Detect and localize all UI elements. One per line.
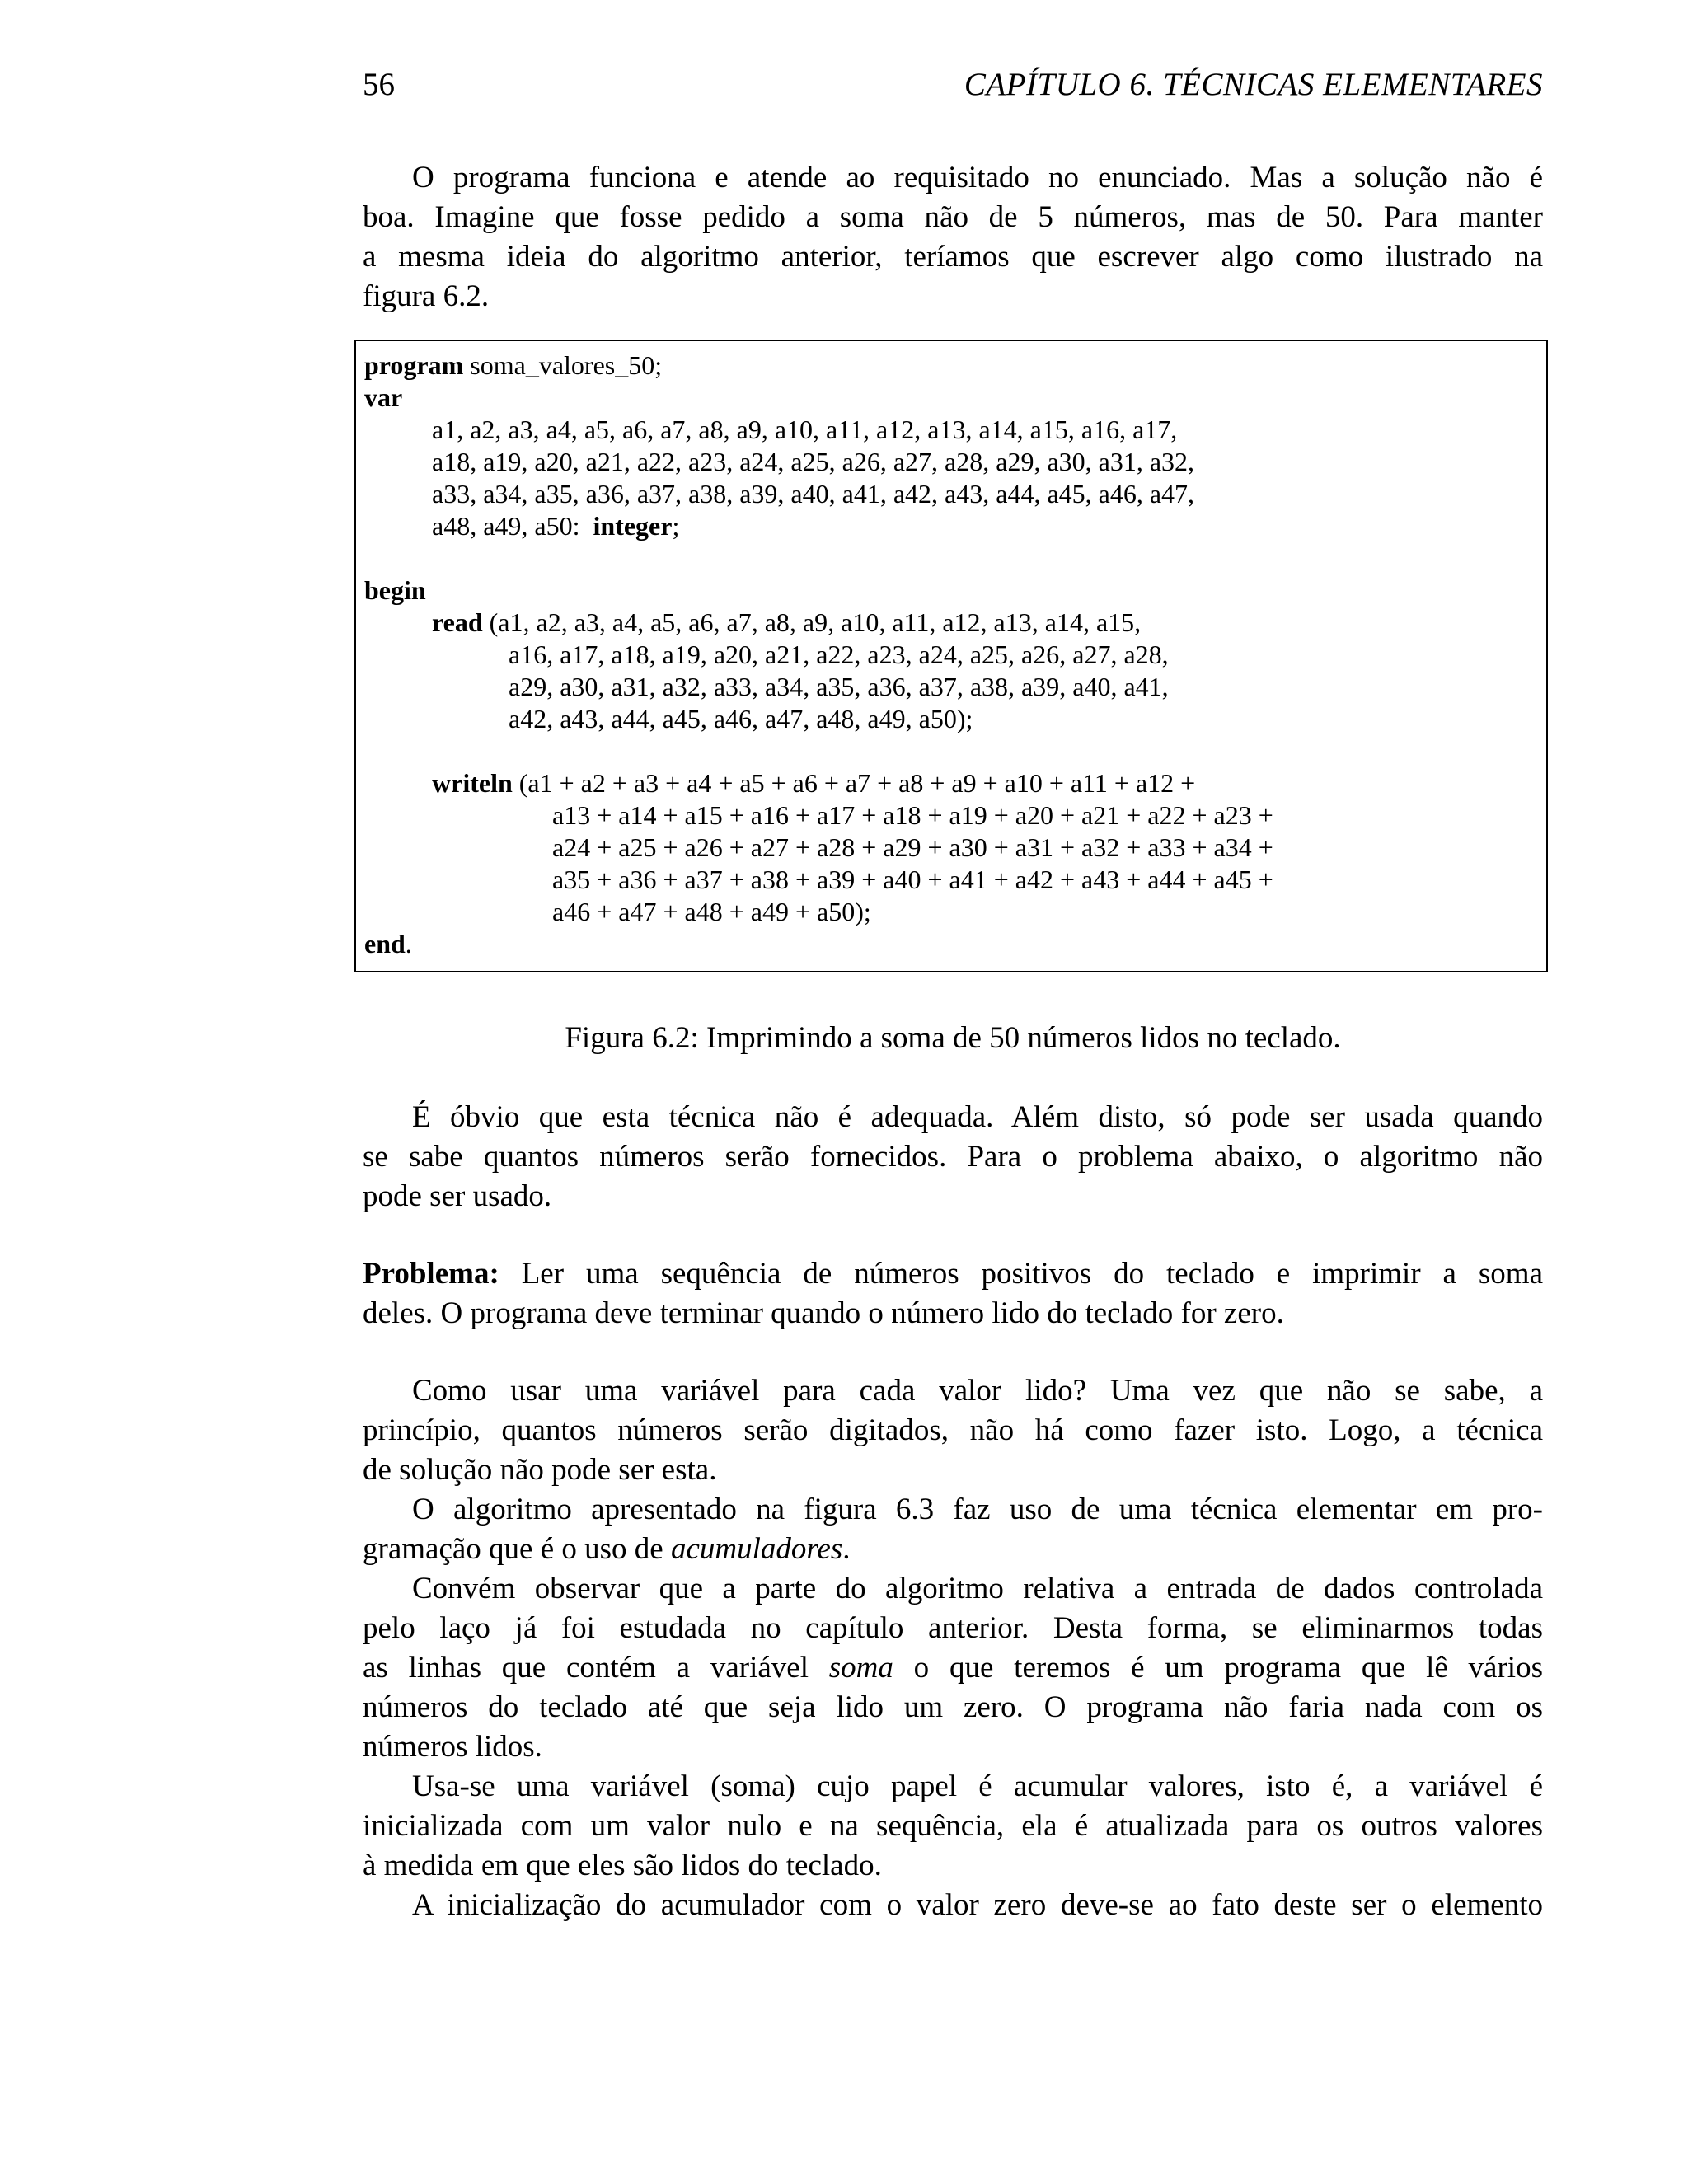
- code-line-writeln-cont: a24 + a25 + a26 + a27 + a28 + a29 + a30 + a31 + a32 + a33 + a34 +: [552, 832, 1273, 862]
- text-line: pode ser usado.: [363, 1179, 552, 1213]
- text-line: de solução não pode ser esta.: [363, 1453, 717, 1487]
- text-line: A inicialização do acumulador com o valor zero deve-se ao fato deste ser o elemento: [412, 1888, 1543, 1922]
- text-line: deles. O programa deve terminar quando o número lido do teclado for zero.: [363, 1296, 1284, 1330]
- text-segment: as linhas que contém a variável: [363, 1651, 829, 1685]
- code-line-read-cont: a29, a30, a31, a32, a33, a34, a35, a36, a37, a38, a39, a40, a41,: [509, 672, 1169, 701]
- paragraph-intro: [363, 158, 1543, 316]
- text-line: O programa funciona e atende ao requisitado no enunciado. Mas a solução não é: [412, 161, 1543, 194]
- text-segment: .: [842, 1532, 851, 1566]
- problem-text: Ler uma sequência de números positivos do teclado e imprimir a soma: [499, 1257, 1543, 1291]
- text-line: Usa-se uma variável (soma) cujo papel é acumular valores, isto é, a variável é: [412, 1769, 1543, 1803]
- keyword-program: program: [364, 350, 464, 380]
- program-name: soma_valores_50;: [463, 350, 663, 380]
- page-number: 56: [363, 67, 395, 102]
- keyword-end: end: [364, 929, 406, 958]
- end-suffix: .: [405, 929, 412, 958]
- page-header: [363, 66, 1543, 107]
- read-args: (a1, a2, a3, a4, a5, a6, a7, a8, a9, a10, a11, a12, a13, a14, a15,: [482, 607, 1142, 637]
- text-line: princípio, quantos números serão digitados, não há como fazer isto. Logo, a técnica: [363, 1413, 1543, 1447]
- code-figure: [354, 340, 1548, 972]
- code-line-var-list: a33, a34, a35, a36, a37, a38, a39, a40, a41, a42, a43, a44, a45, a46, a47,: [432, 479, 1195, 509]
- text-line: figura 6.2.: [363, 279, 490, 313]
- code-line-begin: [364, 574, 426, 607]
- text-line: números do teclado até que seja lido um zero. O programa não faria nada com os: [363, 1690, 1543, 1724]
- paragraph-observe: [363, 1569, 1543, 1767]
- text-segment: gramação que é o uso de: [363, 1532, 671, 1566]
- code-line-writeln-cont: a35 + a36 + a37 + a38 + a39 + a40 + a41 + a42 + a43 + a44 + a45 +: [552, 865, 1273, 894]
- problem-statement: [363, 1254, 1543, 1333]
- code-line-program: [364, 349, 662, 382]
- writeln-args: (a1 + a2 + a3 + a4 + a5 + a6 + a7 + a8 + a9 + a10 + a11 + a12 +: [512, 768, 1196, 798]
- keyword-integer: integer: [593, 511, 673, 541]
- code-line-var-list: a18, a19, a20, a21, a22, a23, a24, a25, a26, a27, a28, a29, a30, a31, a32,: [432, 447, 1195, 476]
- problem-label: Problema:: [363, 1257, 499, 1291]
- paragraph-obvious: [363, 1098, 1543, 1216]
- code-line-var: [364, 382, 402, 414]
- text-line: inicializada com um valor nulo e na sequência, ela é atualizada para os outros valores: [363, 1809, 1543, 1843]
- keyword-begin: begin: [364, 575, 426, 605]
- text-line: É óbvio que esta técnica não é adequada. Além disto, só pode ser usada quando: [412, 1100, 1543, 1134]
- text-line: boa. Imagine que fosse pedido a soma não de 5 números, mas de 50. Para manter: [363, 200, 1543, 234]
- keyword-read: read: [432, 607, 483, 637]
- var-last-text: a48, a49, a50:: [432, 511, 593, 541]
- chapter-title: CAPÍTULO 6. TÉCNICAS ELEMENTARES: [964, 67, 1543, 102]
- var-last-suffix: ;: [672, 511, 680, 541]
- code-line-read: [432, 607, 1141, 639]
- code-line-writeln-cont: a13 + a14 + a15 + a16 + a17 + a18 + a19 + a20 + a21 + a22 + a23 +: [552, 800, 1273, 830]
- text-line: O algoritmo apresentado na figura 6.3 faz uso de uma técnica elementar em pro-: [412, 1493, 1543, 1526]
- paragraph-how: [363, 1371, 1543, 1490]
- code-line-read-cont: a42, a43, a44, a45, a46, a47, a48, a49, a50);: [509, 704, 973, 733]
- code-line-read-cont: a16, a17, a18, a19, a20, a21, a22, a23, a24, a25, a26, a27, a28,: [509, 640, 1169, 669]
- text-line: a mesma ideia do algoritmo anterior, teríamos que escrever algo como ilustrado na: [363, 240, 1543, 274]
- text-line: à medida em que eles são lidos do teclado.: [363, 1849, 882, 1882]
- text-line: Convém observar que a parte do algoritmo relativa a entrada de dados controlada: [412, 1572, 1543, 1605]
- text-line: [363, 1648, 1543, 1688]
- text-line: Como usar uma variável para cada valor lido? Uma vez que não se sabe, a: [412, 1374, 1543, 1408]
- code-line-var-list: a1, a2, a3, a4, a5, a6, a7, a8, a9, a10, a11, a12, a13, a14, a15, a16, a17,: [432, 415, 1178, 444]
- figure-caption: Figura 6.2: Imprimindo a soma de 50 números lidos no teclado.: [565, 1021, 1341, 1055]
- emphasis-soma: soma: [828, 1651, 893, 1685]
- code-line-end: [364, 928, 412, 960]
- text-line: se sabe quantos números serão fornecidos. Para o problema abaixo, o algoritmo não: [363, 1140, 1543, 1174]
- paragraph-initialization: [363, 1886, 1543, 1925]
- code-line-var-last: [432, 510, 679, 542]
- keyword-var: var: [364, 382, 403, 412]
- text-segment: o que teremos é um programa que lê vários: [893, 1651, 1543, 1685]
- paragraph-usage: [363, 1767, 1543, 1886]
- code-line-writeln-cont: a46 + a47 + a48 + a49 + a50);: [552, 897, 871, 926]
- code-line-writeln: [432, 767, 1195, 799]
- keyword-writeln: writeln: [432, 768, 513, 798]
- emphasis-accumulators: acumuladores: [670, 1532, 843, 1566]
- text-line: números lidos.: [363, 1730, 542, 1764]
- text-line: [363, 1530, 1543, 1569]
- paragraph-algorithm: [363, 1490, 1543, 1569]
- text-line: pelo laço já foi estudada no capítulo anterior. Desta forma, se eliminarmos todas: [363, 1611, 1543, 1645]
- text-line: [363, 1254, 1543, 1294]
